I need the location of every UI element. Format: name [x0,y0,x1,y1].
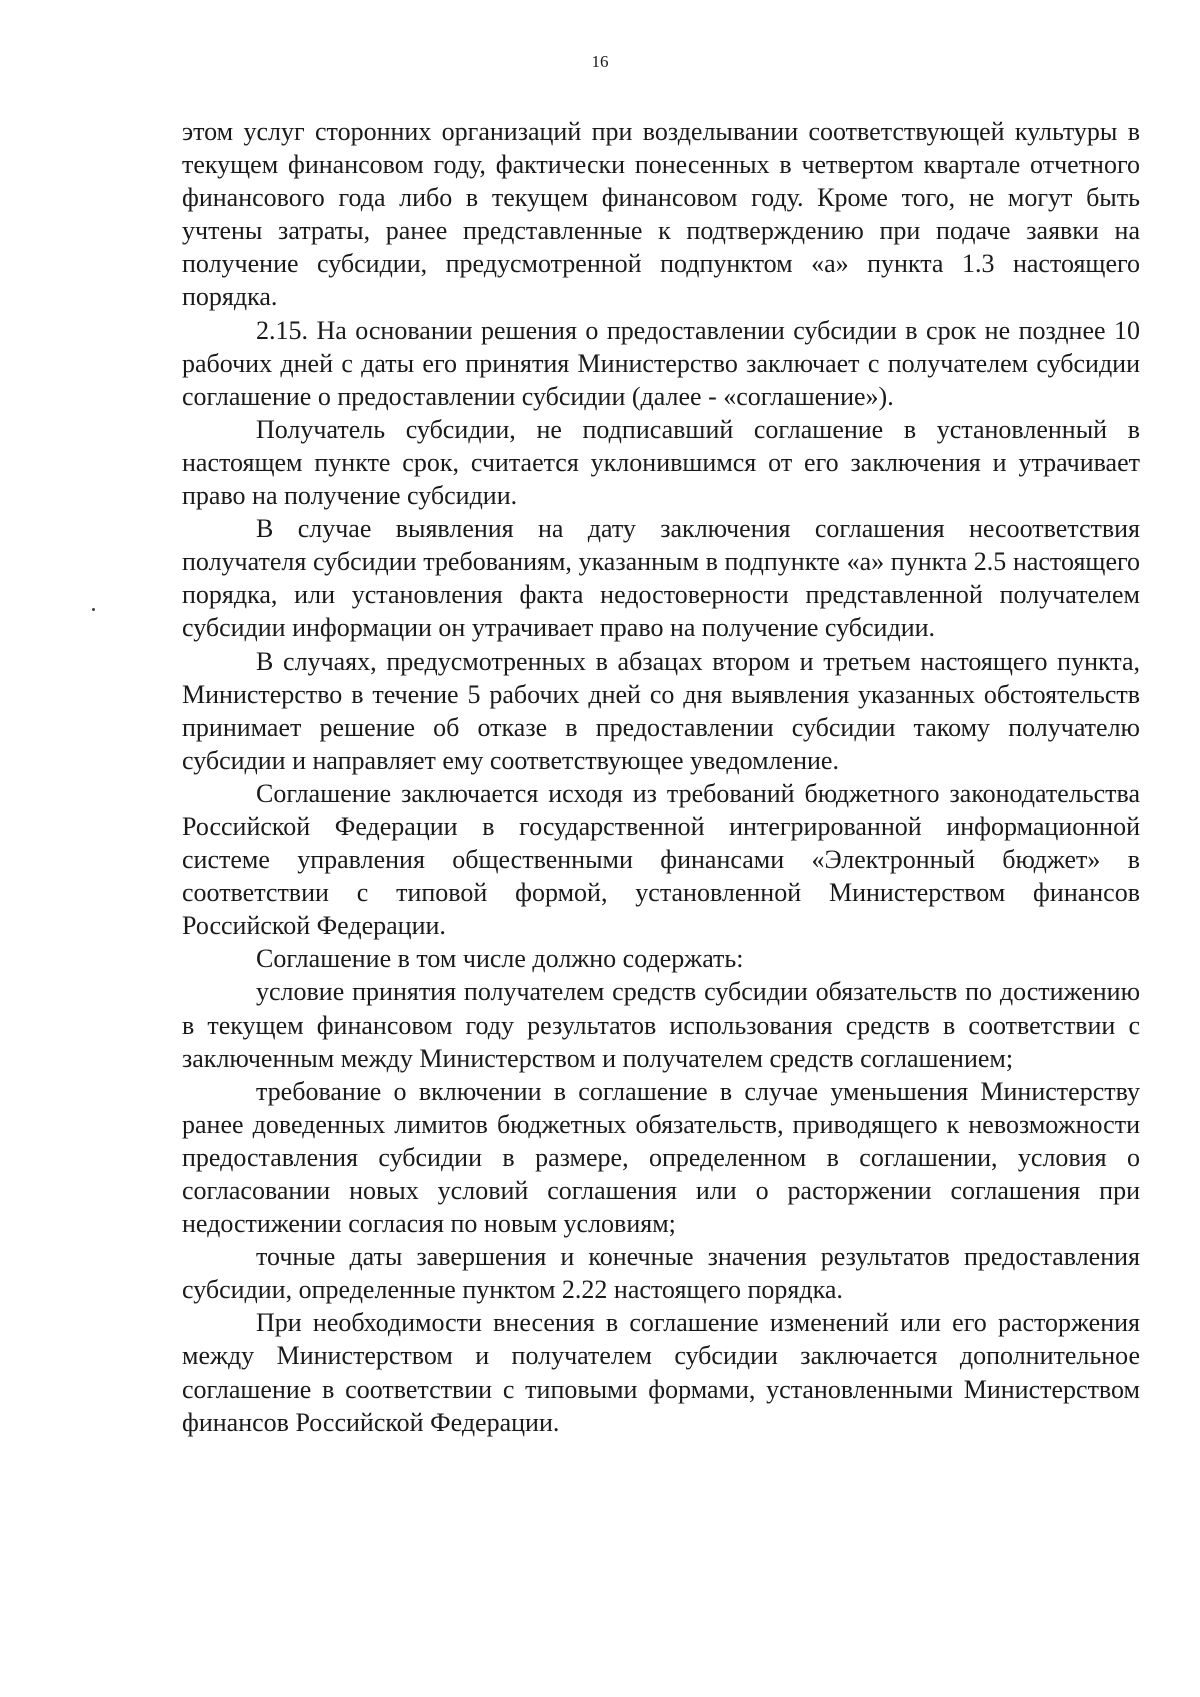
paragraph-amendments: При необходимости внесения в соглашение изменений или его расторжения между Министерством и получателем субсидии заключается дополнительное соглашение в соответствии с типовыми формами, установленными Министерством финансов Российской Федерации. [182,1308,1140,1437]
paragraph-exact-dates: точные даты завершения и конечные значения результатов предоставления субсидии, определенные пунктом 2.22 настоящего порядка. [182,1242,1140,1305]
paragraph-requirement-limits: требование о включении в соглашение в случае уменьшения Министерству ранее доведенных лимитов бюджетных обязательств, приводящего к невозможности предоставления субсидии в размере, определенном в соглашении, условия о согласовании новых условий соглашения или о расторжении соглашения при недостижении согласия по новым условиям; [182,1076,1140,1239]
paragraph-agreement-contents: Соглашение в том числе должно содержать: [256,944,744,974]
document-body [182,115,1140,1439]
paragraph-refusal: В случаях, предусмотренных в абзацах втором и третьем настоящего пункта, Министерство в течение 5 рабочих дней со дня выявления указанных обстоятельств принимает решение об отказе в предоставлении субсидии такому получателю субсидии и направляет ему соответствующее уведомление. [182,646,1140,775]
paragraph-agreement-basis: Соглашение заключается исходя из требований бюджетного законодательства Российской Федерации в государственной интегрированной информационной системе управления общественными финансами «Электронный бюджет» в соответствии с типовой формой, установленной Министерством финансов Российской Федерации. [182,778,1140,941]
page-number: 16 [591,52,609,71]
paragraph-nonconformity: В случае выявления на дату заключения соглашения несоответствия получателя субсидии требованиям, указанным в подпункте «а» пункта 2.5 настоящего порядка, или установления факта недостоверности представленной получателем субсидии информации он утрачивает право на получение субсидии. [182,514,1140,643]
paragraph-evasion: Получатель субсидии, не подписавший соглашение в установленный в настоящем пункте срок, считается уклонившимся от его заключения и утрачивает право на получение субсидии. [182,414,1140,511]
scan-speck [92,608,95,611]
paragraph-continuation: этом услуг сторонних организаций при возделывании соответствующей культуры в текущем финансовом году, фактически понесенных в четвертом квартале отчетного финансового года либо в текущем финансовом году. Кроме того, не могут быть учтены затраты, ранее представленные к подтверждению при подаче заявки на получение субсидии, предусмотренной подпунктом «а» пункта 1.3 настоящего порядка. [182,117,1140,312]
paragraph-condition-results: условие принятия получателем средств субсидии обязательств по достижению в текущем финансовом году результатов использования средств в соответствии с заключенным между Министерством и получателем средств соглашением; [182,977,1140,1073]
paragraph-clause-2-15: 2.15. На основании решения о предоставлении субсидии в срок не позднее 10 рабочих дней с даты его принятия Министерство заключает с получателем субсидии соглашение о предоставлении субсидии (далее - «соглашение»). [182,315,1140,411]
